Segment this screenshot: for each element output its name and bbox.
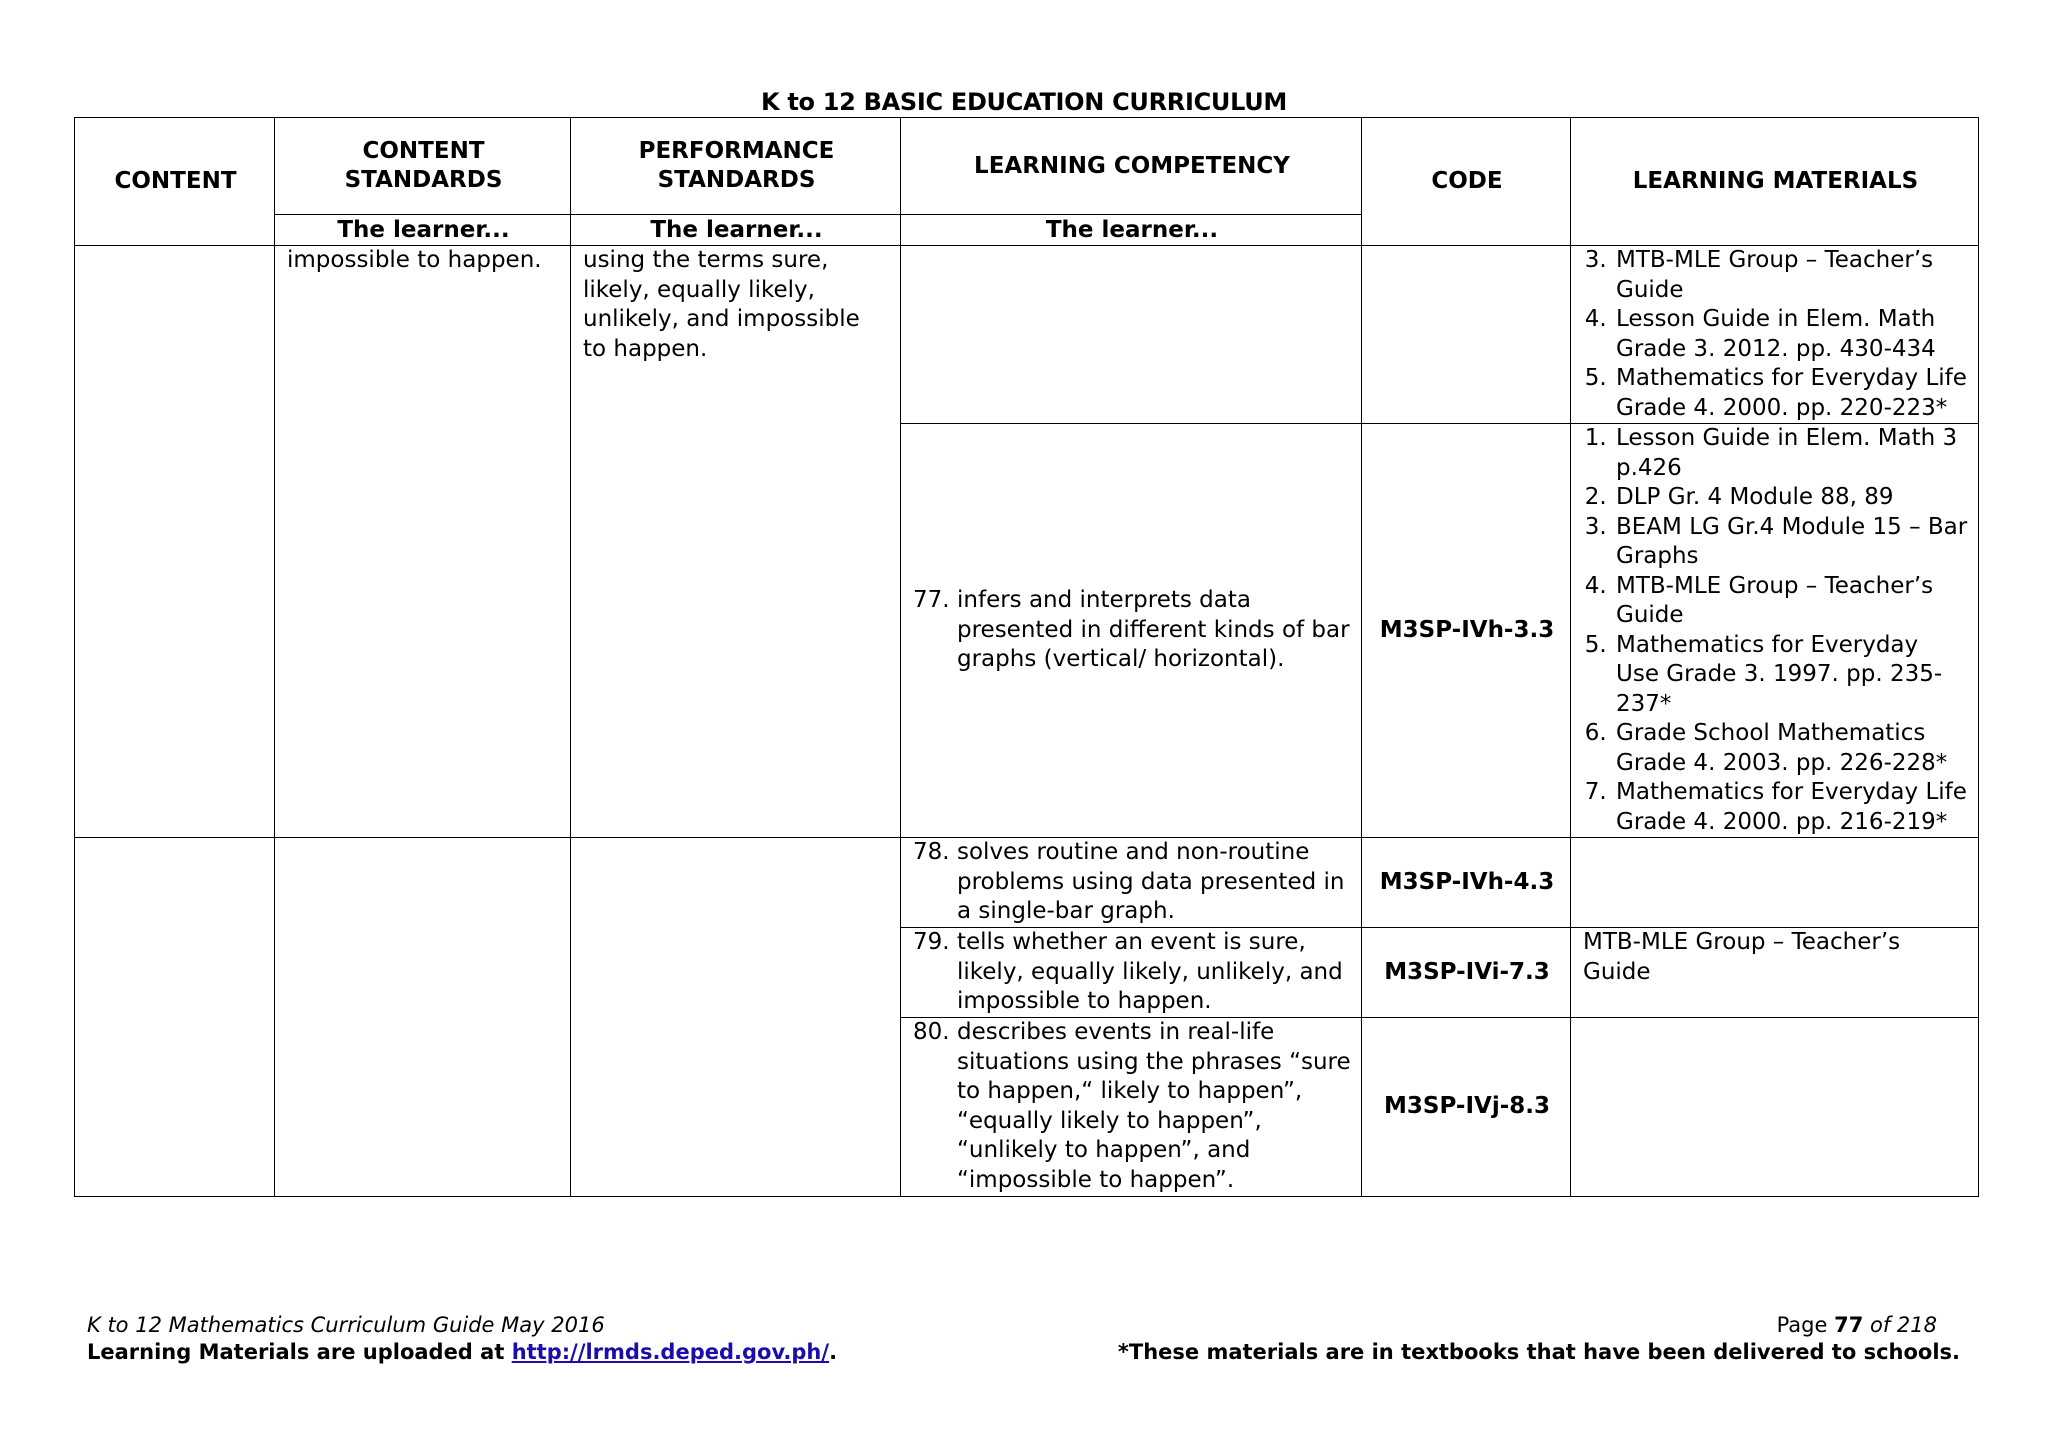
header-row xyxy=(75,118,1979,215)
list-item: 4. Lesson Guide in Elem. Math Grade 3. 2012. pp. 430-434 xyxy=(1614,305,1968,364)
current-page: 77 xyxy=(1834,1313,1864,1337)
footer-textbook-note: *These materials are in textbooks that have been delivered to schools. xyxy=(1117,1340,1960,1364)
page-word: Page xyxy=(1776,1313,1835,1337)
learning-materials-list xyxy=(1583,246,1968,423)
total-pages: of 218 xyxy=(1863,1313,1937,1337)
competency-cell xyxy=(901,838,1362,928)
competency-text: solves routine and non-routine problems using data presented in a single-bar graph. xyxy=(957,839,1345,924)
competency-cell xyxy=(901,246,1362,424)
competency-number: 79. xyxy=(913,929,950,955)
code-cell: M3SP-IVi-7.3 xyxy=(1362,928,1571,1018)
learner-label-content-standards: The learner... xyxy=(275,215,571,246)
performance-standard-cell xyxy=(571,838,901,1197)
learning-materials-list xyxy=(1583,424,1968,837)
content-cell xyxy=(75,246,275,838)
list-item: 2. DLP Gr. 4 Module 88, 89 xyxy=(1614,483,1968,513)
footer-guide-title: K to 12 Mathematics Curriculum Guide May 2016 xyxy=(87,1313,605,1337)
content-standard-cell: impossible to happen. xyxy=(275,246,571,838)
performance-standard-cell: using the terms sure, likely, equally likely, unlikely, and impossible to happen. xyxy=(571,246,901,838)
header-performance-standards-label: PERFORMANCE STANDARDS xyxy=(638,138,835,193)
competency-number: 77. xyxy=(913,587,950,614)
lrmds-link[interactable]: http://lrmds.deped.gov.ph/ xyxy=(511,1340,830,1364)
curriculum-table xyxy=(74,117,1979,1197)
footer-upload-text: Learning Materials are uploaded at xyxy=(87,1340,512,1364)
competency-text: tells whether an event is sure, likely, equally likely, unlikely, and impossible to happen. xyxy=(957,929,1343,1014)
competency-text: describes events in real-life situations using the phrases “sure to happen,“ likely to happen”, “equally likely to happen”, “unlikely to happen”, and “impossible to happen”. xyxy=(957,1019,1351,1193)
learning-materials-cell xyxy=(1571,838,1979,928)
competency-number: 78. xyxy=(913,839,950,865)
learning-materials-cell xyxy=(1571,424,1979,838)
footer-upload-period: . xyxy=(829,1340,838,1364)
header-content-standards-label: CONTENT STANDARDS xyxy=(344,138,503,193)
page-number xyxy=(1777,1313,1937,1337)
list-item: 3. BEAM LG Gr.4 Module 15 – Bar Graphs xyxy=(1614,513,1968,572)
code-cell: M3SP-IVh-4.3 xyxy=(1362,838,1571,928)
list-item: 3. MTB-MLE Group – Teacher’s Guide xyxy=(1614,246,1968,305)
learning-materials-cell xyxy=(1571,246,1979,424)
competency-cell xyxy=(901,928,1362,1018)
list-item: 7. Mathematics for Everyday Life Grade 4. 2000. pp. 216-219* xyxy=(1614,778,1968,837)
competency-number: 80. xyxy=(913,1019,950,1045)
header-content: CONTENT xyxy=(75,118,275,246)
list-item: 4. MTB-MLE Group – Teacher’s Guide xyxy=(1614,572,1968,631)
table-row xyxy=(75,246,1979,424)
header-code: CODE xyxy=(1362,118,1571,246)
competency-cell xyxy=(901,1018,1362,1197)
learner-label-learning-competency: The learner... xyxy=(901,215,1362,246)
content-standard-cell xyxy=(275,838,571,1197)
list-item: 1. Lesson Guide in Elem. Math 3 p.426 xyxy=(1614,424,1968,483)
competency-cell xyxy=(901,424,1362,838)
list-item: 5. Mathematics for Everyday Use Grade 3. 1997. pp. 235-237* xyxy=(1614,631,1968,720)
code-cell: M3SP-IVh-3.3 xyxy=(1362,424,1571,838)
list-item: 5. Mathematics for Everyday Life Grade 4. 2000. pp. 220-223* xyxy=(1614,364,1968,423)
list-item: 6. Grade School Mathematics Grade 4. 2003. pp. 226-228* xyxy=(1614,719,1968,778)
header-learning-materials: LEARNING MATERIALS xyxy=(1571,118,1979,246)
header-learning-competency: LEARNING COMPETENCY xyxy=(901,118,1362,215)
document-title: K to 12 BASIC EDUCATION CURRICULUM xyxy=(760,88,1288,116)
learner-label-performance-standards: The learner... xyxy=(571,215,901,246)
code-cell: M3SP-IVj-8.3 xyxy=(1362,1018,1571,1197)
learning-materials-cell xyxy=(1571,1018,1979,1197)
learning-materials-cell: MTB-MLE Group – Teacher’s Guide xyxy=(1571,928,1979,1018)
competency-text: infers and interprets data presented in different kinds of bar graphs (vertical/ horizontal). xyxy=(957,587,1350,673)
header-performance-standards xyxy=(571,118,901,215)
content-cell xyxy=(75,838,275,1197)
code-cell xyxy=(1362,246,1571,424)
table-row xyxy=(75,838,1979,928)
footer-upload-note xyxy=(87,1340,837,1364)
header-content-standards xyxy=(275,118,571,215)
